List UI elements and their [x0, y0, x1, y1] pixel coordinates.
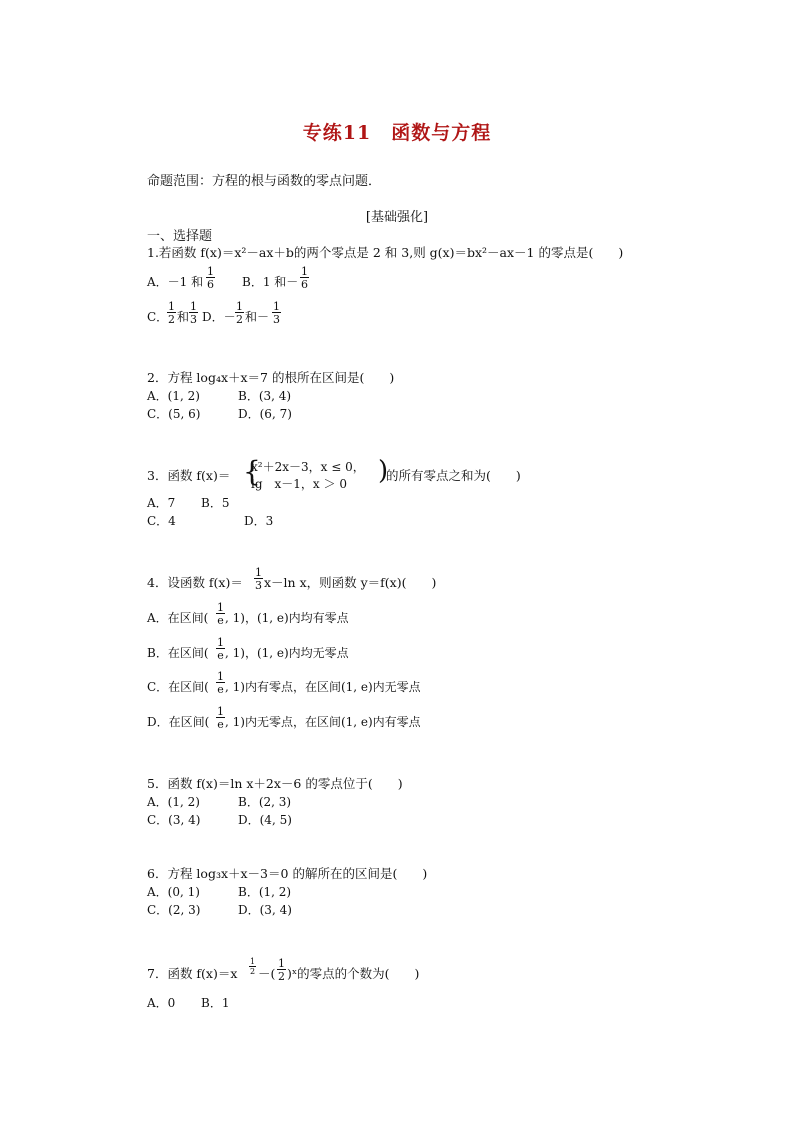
q1-option-d-fraction-2: $\frac{1}{3}$ [273, 300, 280, 326]
q5-option-c: C．(3, 4) [147, 813, 201, 827]
scope-text: 命题范围：方程的根与函数的零点问题． [147, 174, 382, 189]
q4-option-a-fraction: $\frac{1}{e}$ [217, 601, 224, 627]
question-3-stem-pre: 3．函数 f(x)＝ [147, 468, 231, 483]
q4-option-c-post: , 1)内有零点，在区间(1, e)内无零点 [225, 680, 421, 694]
q4-option-c-pre: C．在区间( [147, 680, 209, 694]
q3-option-d: D．3 [244, 514, 274, 528]
q7-fraction: $\frac{1}{2}$ [278, 957, 285, 983]
q3-option-c: C．4 [147, 514, 176, 528]
question-7-stem-pre: 7．函数 f(x)＝x [147, 966, 238, 981]
q4-option-d-post: , 1)内无零点，在区间(1, e)内有零点 [225, 715, 421, 729]
q1-option-c-and: 和 [177, 310, 190, 324]
page-title: 专练11 函数与方程 [302, 122, 492, 144]
q3-option-a: A．7 [147, 496, 176, 510]
q2-option-b: B．(3, 4) [238, 389, 292, 403]
question-3-stem-post: 的所有零点之和为( ) [386, 468, 521, 483]
q1-option-d-and: 和－ [245, 310, 270, 324]
q1-option-c-label: C． [147, 310, 169, 324]
q1-option-b-fraction: $\frac{1}{6}$ [301, 265, 308, 291]
q1-option-c-fraction-1: $\frac{1}{2}$ [168, 300, 175, 326]
q3-option-b: B．5 [201, 496, 230, 510]
q7-exponent-fraction: $\frac{1}{2}$ [250, 957, 256, 976]
q6-option-d: D．(3, 4) [238, 903, 292, 917]
q7-option-b: B．1 [201, 996, 230, 1010]
q4-option-c-fraction: $\frac{1}{e}$ [217, 670, 224, 696]
q1-option-b-label: B．1 和－ [242, 275, 299, 289]
q4-option-d-fraction: $\frac{1}{e}$ [217, 705, 224, 731]
q6-option-c: C．(2, 3) [147, 903, 201, 917]
q5-option-b: B．(2, 3) [238, 795, 292, 809]
question-7-stem-post: )ˣ的零点的个数为( ) [287, 966, 420, 981]
question-5-stem: 5．函数 f(x)＝ln x＋2x－6 的零点位于( ) [147, 776, 403, 791]
q4-fraction: $\frac{1}{3}$ [255, 566, 262, 592]
question-4-stem-post: x－ln x，则函数 y＝f(x)( ) [264, 575, 437, 590]
question-2-stem: 2．方程 log₄x＋x＝7 的根所在区间是( ) [147, 370, 395, 385]
q1-option-d-label: D．－ [202, 310, 236, 324]
q3-case-1: x²＋2x－3，x ≤ 0， [251, 460, 365, 474]
q2-option-a: A．(1, 2) [147, 389, 200, 403]
question-6-stem: 6．方程 log₃x＋x－3＝0 的解所在的区间是( ) [147, 866, 428, 881]
q3-case-2: lg x－1，x ＞ 0 [251, 477, 347, 491]
q4-option-b-pre: B．在区间( [147, 646, 209, 660]
q1-option-d-fraction-1: $\frac{1}{2}$ [236, 300, 243, 326]
q4-option-b-fraction: $\frac{1}{e}$ [217, 636, 224, 662]
q5-option-d: D．(4, 5) [238, 813, 292, 827]
question-4-stem-pre: 4．设函数 f(x)＝ [147, 575, 243, 590]
part-heading: 一、选择题 [147, 229, 213, 244]
q4-option-d-pre: D．在区间( [147, 715, 210, 729]
q2-option-d: D．(6, 7) [238, 407, 292, 421]
q6-option-b: B．(1, 2) [238, 885, 292, 899]
piecewise-right-bracket: ) [378, 456, 389, 486]
q7-option-a: A．0 [147, 996, 176, 1010]
q1-option-c-fraction-2: $\frac{1}{3}$ [190, 300, 197, 326]
q4-option-a-pre: A．在区间( [147, 611, 209, 625]
q4-option-a-post: , 1)，(1, e)内均有零点 [225, 611, 349, 625]
q2-option-c: C．(5, 6) [147, 407, 201, 421]
question-7-mid: －( [258, 966, 276, 981]
q4-option-b-post: , 1)，(1, e)内均无零点 [225, 646, 349, 660]
question-1-stem: 1.若函数 f(x)＝x²－ax＋b的两个零点是 2 和 3,则 g(x)＝bx²－ax－1 的零点是( ) [147, 245, 624, 260]
section-heading: [基础强化] [365, 210, 429, 225]
q6-option-a: A．(0, 1) [147, 885, 200, 899]
piecewise-left-brace: { [243, 455, 261, 488]
q1-option-a-label: A．－1 和 [147, 275, 204, 289]
q1-option-a-fraction: $\frac{1}{6}$ [207, 265, 214, 291]
q5-option-a: A．(1, 2) [147, 795, 200, 809]
